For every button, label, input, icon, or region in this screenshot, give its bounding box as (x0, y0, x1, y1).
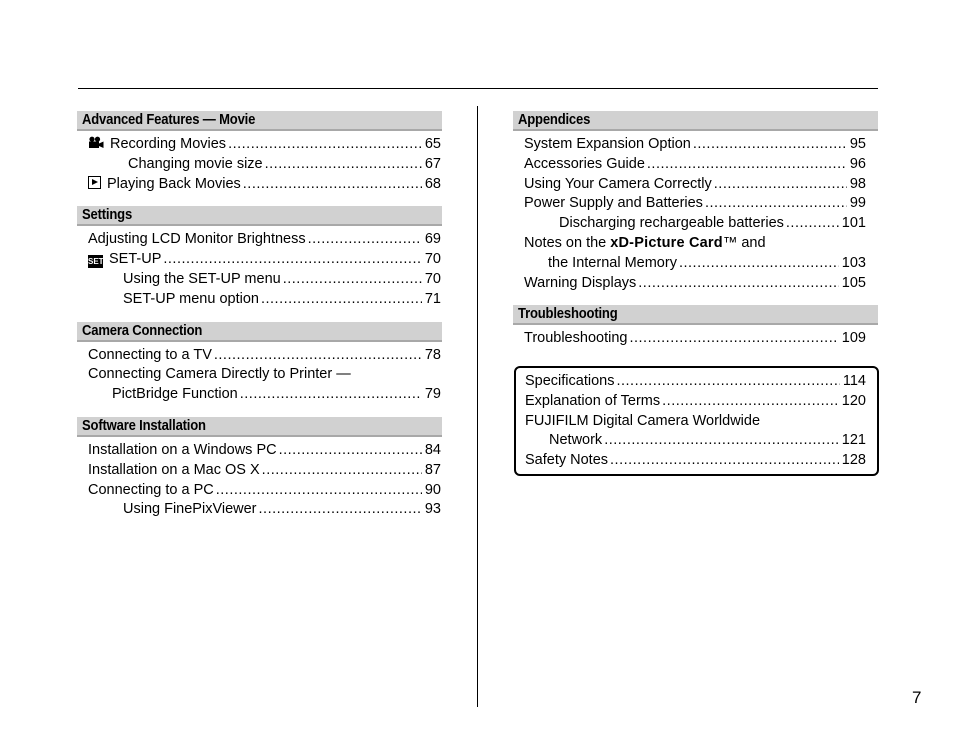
page-number: 7 (912, 688, 922, 707)
section-troubleshooting (513, 305, 878, 349)
movie-camera-icon (88, 136, 104, 149)
toc-entry[interactable]: Using the SET-UP menu ..... 70 (77, 270, 442, 290)
toc-entry[interactable]: Network ..... 121 (516, 431, 877, 451)
toc-entry[interactable]: Installation on a Windows PC ..... 84 (77, 441, 442, 461)
section-heading: Settings (77, 206, 442, 226)
right-column (513, 111, 878, 361)
toc-entry[interactable]: Playing Back Movies ..... 68 (77, 175, 442, 195)
toc-entry[interactable]: Connecting Camera Directly to Printer — (88, 366, 351, 383)
toc-entry[interactable]: Recording Movies ..... 65 (77, 135, 442, 155)
top-rule (78, 88, 878, 89)
toc-entry[interactable]: System Expansion Option ..... 95 (513, 135, 878, 155)
section-heading: Camera Connection (77, 322, 442, 342)
toc-entry[interactable]: Changing movie size ..... 67 (77, 155, 442, 175)
section-appendices (513, 111, 878, 293)
toc-entry[interactable]: Safety Notes ..... 128 (516, 451, 877, 471)
toc-entry[interactable]: Using Your Camera Correctly ..... 98 (513, 175, 878, 195)
toc-entry[interactable]: SET-UP menu option ..... 71 (77, 290, 442, 310)
section-heading: Appendices (513, 111, 878, 131)
boxed-list (514, 366, 879, 476)
toc-entry[interactable]: Accessories Guide ..... 96 (513, 155, 878, 175)
toc-entry[interactable]: Discharging rechargeable batteries ..... 101 (513, 214, 878, 234)
section-heading: Software Installation (77, 417, 442, 437)
toc-entry[interactable]: PictBridge Function ..... 79 (77, 385, 442, 405)
playback-icon (88, 176, 101, 189)
toc-entry[interactable]: Explanation of Terms ..... 120 (516, 392, 877, 412)
section-camera-connection (77, 322, 442, 405)
toc-entry[interactable]: Adjusting LCD Monitor Brightness ..... 69 (77, 230, 442, 250)
section-heading: Advanced Features — Movie (77, 111, 442, 131)
toc-entry[interactable]: Installation on a Mac OS X ..... 87 (77, 461, 442, 481)
toc-entry[interactable]: Power Supply and Batteries ..... 99 (513, 194, 878, 214)
section-advanced-features-movie (77, 111, 442, 194)
section-software-installation (77, 417, 442, 520)
toc-entry[interactable]: Warning Displays ..... 105 (513, 274, 878, 294)
toc-entry[interactable]: Troubleshooting ..... 109 (513, 329, 878, 349)
left-column (77, 111, 442, 532)
toc-entry[interactable]: Using FinePixViewer ..... 93 (77, 500, 442, 520)
set-icon: SET (88, 257, 104, 267)
toc-entry[interactable]: FUJIFILM Digital Camera Worldwide (525, 412, 761, 429)
column-divider (477, 106, 478, 707)
section-heading: Troubleshooting (513, 305, 878, 325)
toc-entry[interactable]: Notes on the xD-Picture Card™ and (524, 234, 766, 251)
toc-entry[interactable]: Specifications ..... 114 (516, 372, 877, 392)
toc-entry[interactable]: the Internal Memory ..... 103 (513, 254, 878, 274)
toc-entry[interactable]: Connecting to a TV ..... 78 (77, 346, 442, 366)
xd-picture-card-label: xD-Picture Card (610, 234, 723, 251)
toc-entry[interactable]: SET SET-UP ..... 70 (77, 250, 442, 270)
toc-entry[interactable]: Connecting to a PC ..... 90 (77, 481, 442, 501)
section-settings (77, 206, 442, 309)
